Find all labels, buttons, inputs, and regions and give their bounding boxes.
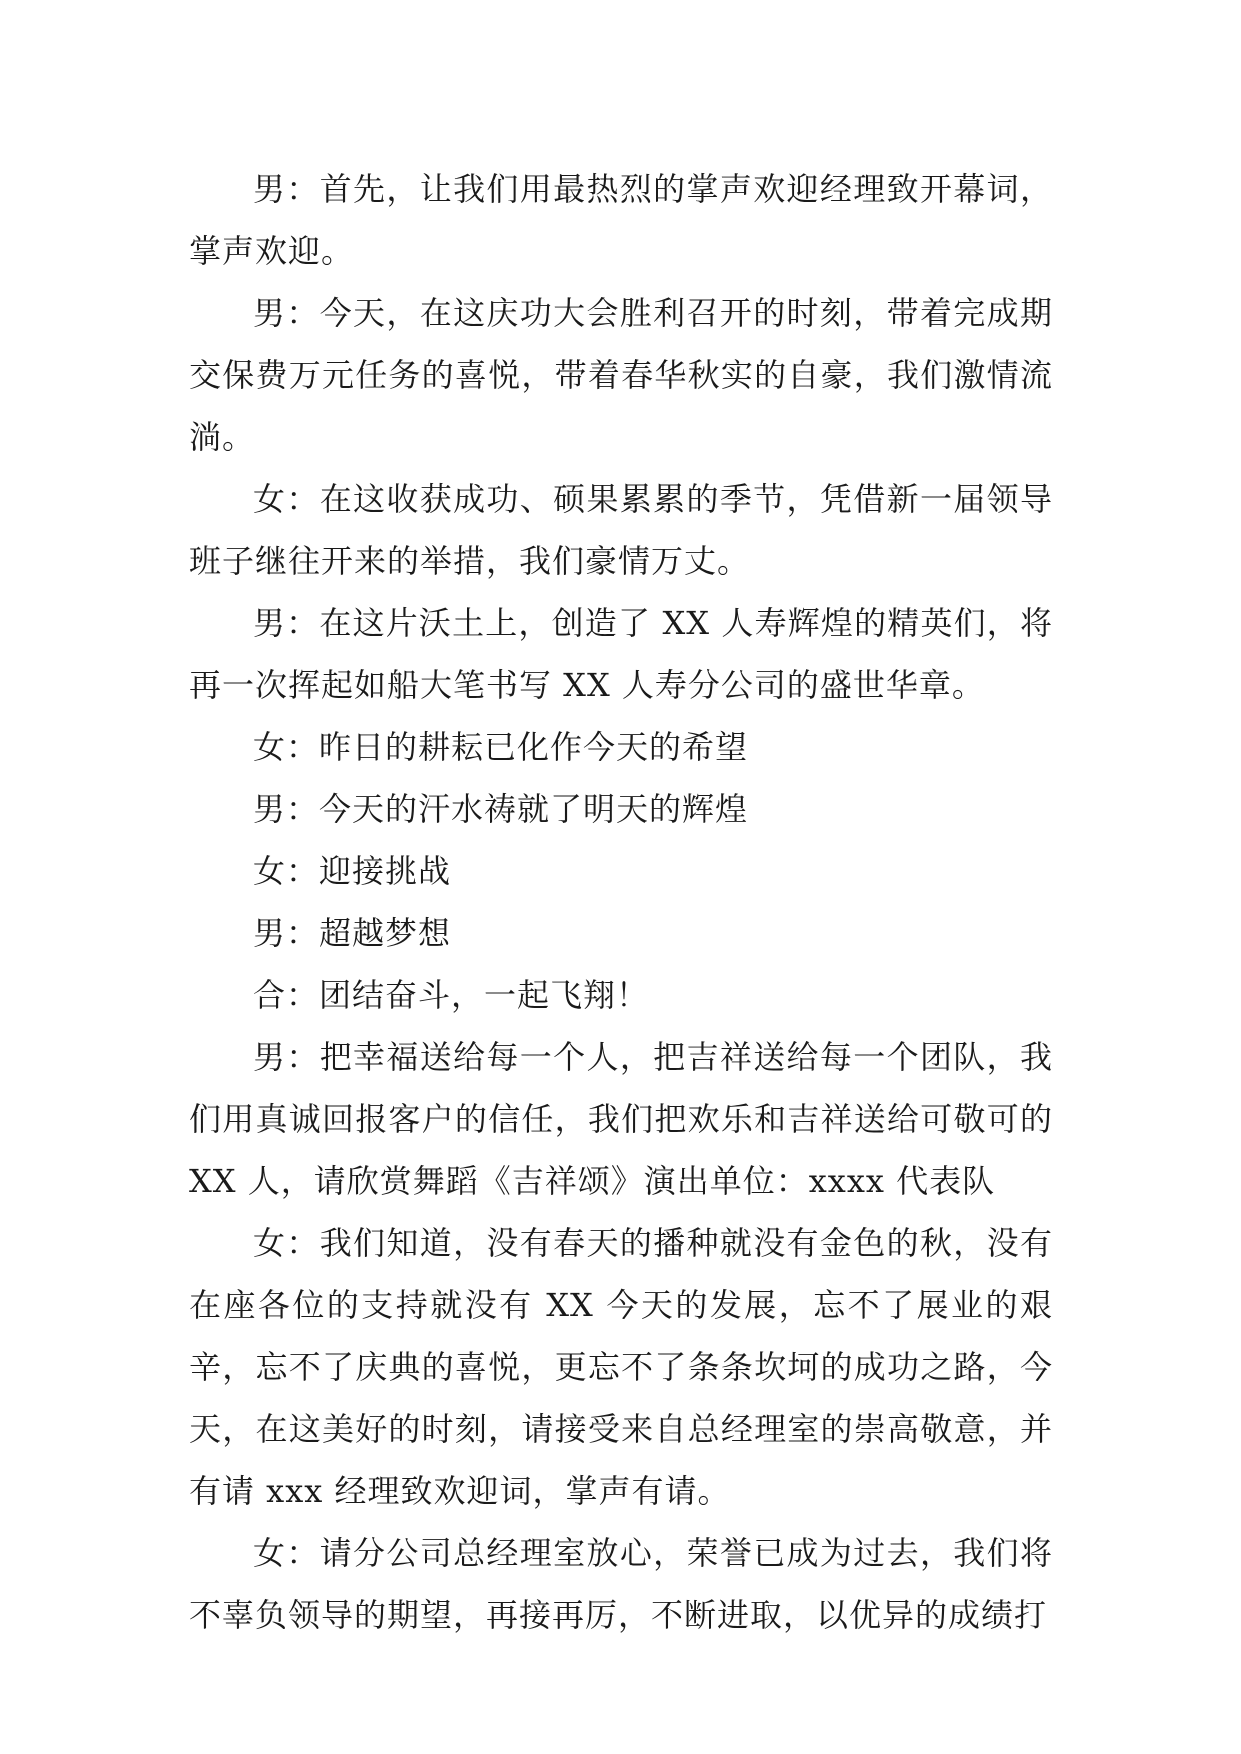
paragraph-9: 合：团结奋斗，一起飞翔！ <box>253 976 650 1014</box>
paragraph-3: 女：在这收获成功、硕果累累的季节，凭借新一届领导班子继往开来的举措，我们豪情万丈。 <box>189 480 1053 580</box>
paragraph-12: 女：请分公司总经理室放心，荣誉已成为过去，我们将不辜负领导的期望，再接再厉，不断进取，以优异的成绩打 <box>189 1534 1053 1634</box>
paragraph-5: 女：昨日的耕耘已化作今天的希望 <box>253 728 749 766</box>
paragraph-2: 男：今天，在这庆功大会胜利召开的时刻，带着完成期交保费万元任务的喜悦，带着春华秋实的自豪，我们激情流淌。 <box>189 294 1053 456</box>
paragraph-6: 男：今天的汗水祷就了明天的辉煌 <box>253 790 749 828</box>
document-body <box>189 158 1053 1646</box>
paragraph-4: 男：在这片沃土上，创造了 XX 人寿辉煌的精英们，将再一次挥起如船大笔书写 XX 人寿分公司的盛世华章。 <box>189 604 1053 704</box>
paragraph-8: 男：超越梦想 <box>253 914 452 952</box>
paragraph-11: 女：我们知道，没有春天的播种就没有金色的秋，没有在座各位的支持就没有 XX 今天的发展，忘不了展业的艰辛，忘不了庆典的喜悦，更忘不了条条坎坷的成功之路，今天，在这美好的时刻，请接受来自总经理室的崇高敬意，并有请 xxx 经理致欢迎词，掌声有请。 <box>189 1224 1053 1510</box>
paragraph-10: 男：把幸福送给每一个人，把吉祥送给每一个团队，我们用真诚回报客户的信任，我们把欢乐和吉祥送给可敬可的 XX 人，请欣赏舞蹈《吉祥颂》演出单位：xxxx 代表队 <box>189 1038 1053 1200</box>
paragraph-7: 女：迎接挑战 <box>253 852 452 890</box>
paragraph-1: 男：首先，让我们用最热烈的掌声欢迎经理致开幕词，掌声欢迎。 <box>189 170 1053 270</box>
